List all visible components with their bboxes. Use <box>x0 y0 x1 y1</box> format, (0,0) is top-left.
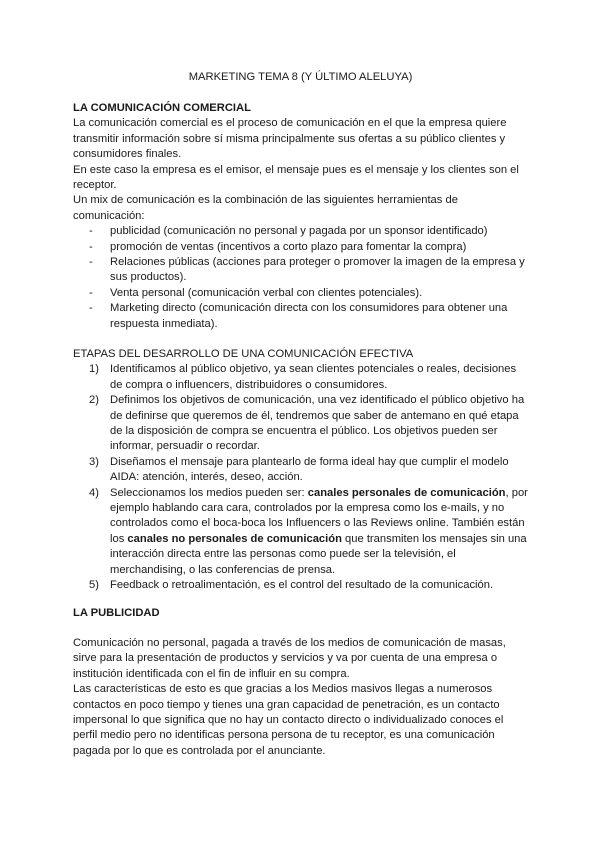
section-heading: LA PUBLICIDAD <box>73 607 160 619</box>
list-item <box>73 486 528 578</box>
list-item <box>73 393 528 455</box>
paragraph: Las características de esto es que gracias a los Medios masivos llegas a numerosos contactos en poco tiempo y tienes una gran capacidad de penetración, es un contacto impersonal lo que significa que no hay un contacto directo o individualizado conoces el perfil medio pero no identificas persona persona de tu receptor, es una comunicación pagada por lo que es controlada por el anunciante. <box>73 683 504 757</box>
section-publicidad-body <box>73 636 528 759</box>
list-item: - promoción de ventas (incentivos a corto plazo para fomentar la compra) <box>73 240 528 255</box>
item-text: Seleccionamos los medios pueden ser: <box>110 486 308 499</box>
list-item: - Marketing directo (comunicación directa con los consumidores para obtener una respuesta inmediata). <box>73 301 528 332</box>
item-number: 2) <box>89 394 99 407</box>
item-number: 3) <box>89 455 99 468</box>
item-text: Feedback o retroalimentación, es el control del resultado de la comunicación. <box>110 579 494 592</box>
paragraph: Un mix de comunicación es la combinación de las siguientes herramientas de comunicación: <box>73 194 458 222</box>
tools-list <box>73 224 528 332</box>
section-heading: ETAPAS DEL DESARROLLO DE UNA COMUNICACIÓN EFECTIVA <box>73 348 414 360</box>
item-number: 5) <box>89 579 99 592</box>
list-item: - publicidad (comunicación no personal y pagada por un sponsor identificado) <box>73 224 528 239</box>
item-number: 4) <box>89 486 99 499</box>
section-etapas <box>73 347 528 594</box>
list-item <box>73 455 528 486</box>
list-item: - Venta personal (comunicación verbal con clientes potenciales). <box>73 286 528 301</box>
item-text: , por ejemplo hablando cara cara, controlados por la empresa como los e-mails, y no controlados como el boca-boca los Influencers o las Reviews online. También están los <box>110 486 528 545</box>
list-item <box>73 362 528 393</box>
paragraph: En este caso la empresa es el emisor, el mensaje pues es el mensaje y los clientes son el receptor. <box>73 163 519 192</box>
list-item <box>73 578 528 593</box>
item-number: 1) <box>89 363 99 376</box>
section-comunicacion-comercial <box>73 101 528 332</box>
item-text: que transmiten los mensajes sin una interacción directa entre las personas como puede ser la televisión, el merchandising, o las conferencias de prensa. <box>110 532 527 576</box>
bold-term: canales personales de comunicación <box>307 486 506 499</box>
document-title: MARKETING TEMA 8 (Y ÚLTIMO ALELUYA) <box>188 71 413 83</box>
item-text: Diseñamos el mensaje para plantearlo de forma ideal hay que cumplir el modelo AIDA: atención, interés, deseo, acción. <box>110 455 509 484</box>
item-text: Identificamos al público objetivo, ya sean clientes potenciales o reales, decisiones de compra o influencers, distribuidores o consumidores. <box>110 363 517 391</box>
section-publicidad <box>73 606 528 621</box>
section-heading: LA COMUNICACIÓN COMERCIAL <box>73 102 251 114</box>
steps-list <box>73 362 528 593</box>
paragraph: Comunicación no personal, pagada a través de los medios de comunicación de masas, sirve para la presentación de productos y servicios y va por cuenta de una empresa o institución identificada con el fin de influir en su compra. <box>73 637 506 680</box>
item-text: Definimos los objetivos de comunicación, una vez identificado el público objetivo ha de definirse que queremos de él, tendremos que saber de antemano en qué etapa de la disposición de compra se encuentra el público. Los objetivos pueden ser informar, persuadir o recordar. <box>110 394 525 453</box>
list-item: - Relaciones públicas (acciones para proteger o promover la imagen de la empresa y sus productos). <box>73 255 528 286</box>
paragraph: La comunicación comercial es el proceso de comunicación en el que la empresa quiere transmitir información sobre sí misma principalmente sus ofertas a su público clientes y consumidores finales. <box>73 117 507 161</box>
bold-term: canales no personales de comunicación <box>127 532 342 545</box>
